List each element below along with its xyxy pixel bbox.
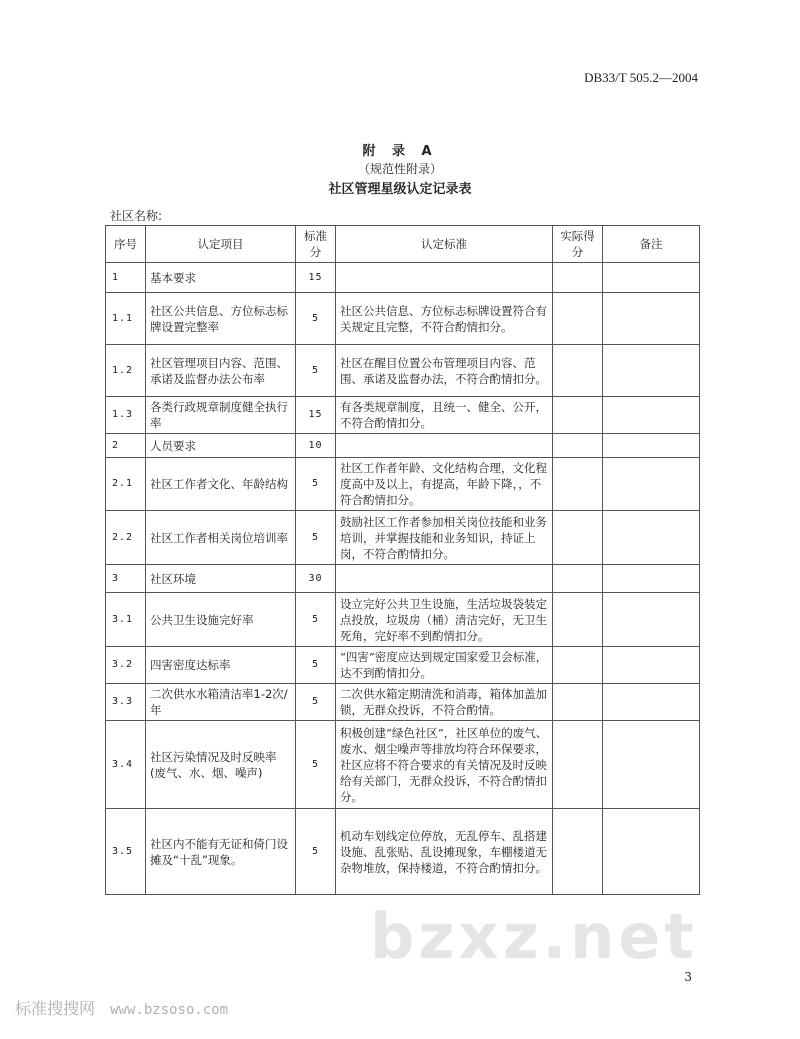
row-score: 5 — [296, 511, 336, 565]
row-no: 3 — [106, 565, 146, 593]
row-remarks — [603, 458, 700, 511]
row-standard: 设立完好公共卫生设施，生活垃圾袋装定点投放，垃圾房（桶）清洁完好，无卫生死角，完好率不到酌情扣分。 — [336, 593, 553, 647]
watermark-logo: bzxz.net — [370, 900, 698, 973]
row-item: 四害密度达标率 — [146, 647, 296, 684]
row-remarks — [603, 565, 700, 593]
table-row — [106, 345, 700, 397]
row-actual-score — [553, 397, 603, 434]
row-standard: 有各类规章制度，且统一、健全、公开，不符合酌情扣分。 — [336, 397, 553, 434]
row-remarks — [603, 809, 700, 895]
row-actual-score — [553, 434, 603, 458]
row-item: 二次供水水箱清洁率1-2次/年 — [146, 684, 296, 721]
row-standard: 社区工作者年龄、文化结构合理，文化程度高中及以上，有提高，年龄下降，，不符合酌情扣分。 — [336, 458, 553, 511]
row-item: 社区公共信息、方位标志标牌设置完整率 — [146, 293, 296, 345]
header-score: 标准分 — [296, 226, 336, 263]
row-actual-score — [553, 809, 603, 895]
table-row — [106, 511, 700, 565]
row-score: 5 — [296, 684, 336, 721]
community-name-label: 社区名称: — [110, 209, 163, 223]
row-remarks — [603, 434, 700, 458]
row-no: 1 — [106, 263, 146, 293]
row-remarks — [603, 684, 700, 721]
appendix-title: 附 录 A — [362, 144, 438, 159]
table-row — [106, 809, 700, 895]
row-no: 2 — [106, 434, 146, 458]
header-standard: 认定标准 — [336, 226, 553, 263]
table-title: 社区管理星级认定记录表 — [328, 182, 472, 197]
row-remarks — [603, 593, 700, 647]
header-no: 序号 — [106, 226, 146, 263]
row-no: 3.2 — [106, 647, 146, 684]
row-actual-score — [553, 458, 603, 511]
table-row — [106, 593, 700, 647]
row-score: 5 — [296, 647, 336, 684]
footer-watermark — [15, 996, 228, 1019]
row-standard: 二次供水箱定期清洗和消毒，箱体加盖加锁，无群众投诉，不符合酌情。 — [336, 684, 553, 721]
row-remarks — [603, 511, 700, 565]
standard-code: DB33/T 505.2—2004 — [584, 70, 698, 85]
row-remarks — [603, 345, 700, 397]
row-standard: 机动车划线定位停放，无乱停车、乱搭建设施、乱张贴、乱设摊现象，车棚楼道无杂物堆放，保持楼道，不符合酌情扣分。 — [336, 809, 553, 895]
row-no: 2.2 — [106, 511, 146, 565]
row-remarks — [603, 263, 700, 293]
row-item: 社区环境 — [146, 565, 296, 593]
row-actual-score — [553, 593, 603, 647]
record-table — [105, 225, 700, 895]
row-actual-score — [553, 263, 603, 293]
row-score: 10 — [296, 434, 336, 458]
row-no: 1.1 — [106, 293, 146, 345]
row-score: 5 — [296, 721, 336, 809]
row-score: 15 — [296, 263, 336, 293]
table-row — [106, 684, 700, 721]
row-item: 社区污染情况及时反映率(废气、水、烟、噪声) — [146, 721, 296, 809]
row-no: 1.2 — [106, 345, 146, 397]
row-score: 5 — [296, 345, 336, 397]
row-no: 3.4 — [106, 721, 146, 809]
row-remarks — [603, 721, 700, 809]
row-item: 基本要求 — [146, 263, 296, 293]
table-row — [106, 263, 700, 293]
row-standard: 鼓励社区工作者参加相关岗位技能和业务培训，并掌握技能和业务知识，持证上岗，不符合酌情扣分。 — [336, 511, 553, 565]
header-item: 认定项目 — [146, 226, 296, 263]
header-remarks: 备注 — [603, 226, 700, 263]
row-standard: 社区在醒目位置公布管理项目内容、范围、承诺及监督办法，不符合酌情扣分。 — [336, 345, 553, 397]
row-standard: “四害”密度应达到规定国家爱卫会标准，达不到酌情扣分。 — [336, 647, 553, 684]
appendix-nature: （规范性附录） — [357, 162, 442, 176]
row-standard — [336, 263, 553, 293]
watermark-site-url: www.bzsoso.com — [110, 1002, 229, 1018]
row-score: 5 — [296, 809, 336, 895]
table-row — [106, 434, 700, 458]
row-standard — [336, 565, 553, 593]
row-no: 3.3 — [106, 684, 146, 721]
row-actual-score — [553, 511, 603, 565]
row-actual-score — [553, 721, 603, 809]
row-actual-score — [553, 684, 603, 721]
table-row — [106, 293, 700, 345]
row-item: 社区工作者文化、年龄结构 — [146, 458, 296, 511]
watermark-site-name: 标准搜搜网 — [15, 999, 96, 1018]
table-row — [106, 397, 700, 434]
row-score: 5 — [296, 593, 336, 647]
table-row — [106, 647, 700, 684]
row-no: 1.3 — [106, 397, 146, 434]
row-standard: 积极创建“绿色社区”，社区单位的废气、废水、烟尘噪声等排放均符合环保要求，社区应将不符合要求的有关情况及时反映给有关部门，无群众投诉，不符合酌情扣分。 — [336, 721, 553, 809]
row-score: 30 — [296, 565, 336, 593]
row-score: 5 — [296, 458, 336, 511]
row-standard: 社区公共信息、方位标志标牌设置符合有关规定且完整，不符合酌情扣分。 — [336, 293, 553, 345]
row-score: 15 — [296, 397, 336, 434]
row-no: 2.1 — [106, 458, 146, 511]
table-header-row — [106, 226, 700, 263]
row-actual-score — [553, 345, 603, 397]
row-score: 5 — [296, 293, 336, 345]
table-row — [106, 721, 700, 809]
table-row — [106, 565, 700, 593]
row-item: 社区内不能有无证和倚门设摊及“十乱”现象。 — [146, 809, 296, 895]
row-actual-score — [553, 293, 603, 345]
row-item: 人员要求 — [146, 434, 296, 458]
row-remarks — [603, 397, 700, 434]
row-remarks — [603, 647, 700, 684]
table-row — [106, 458, 700, 511]
row-item: 社区工作者相关岗位培训率 — [146, 511, 296, 565]
row-item: 公共卫生设施完好率 — [146, 593, 296, 647]
row-item: 社区管理项目内容、范围、承诺及监督办法公布率 — [146, 345, 296, 397]
row-standard — [336, 434, 553, 458]
page-number: 3 — [684, 970, 692, 984]
row-no: 3.1 — [106, 593, 146, 647]
header-actual: 实际得分 — [553, 226, 603, 263]
row-no: 3.5 — [106, 809, 146, 895]
row-item: 各类行政规章制度健全执行率 — [146, 397, 296, 434]
row-actual-score — [553, 647, 603, 684]
row-actual-score — [553, 565, 603, 593]
row-remarks — [603, 293, 700, 345]
